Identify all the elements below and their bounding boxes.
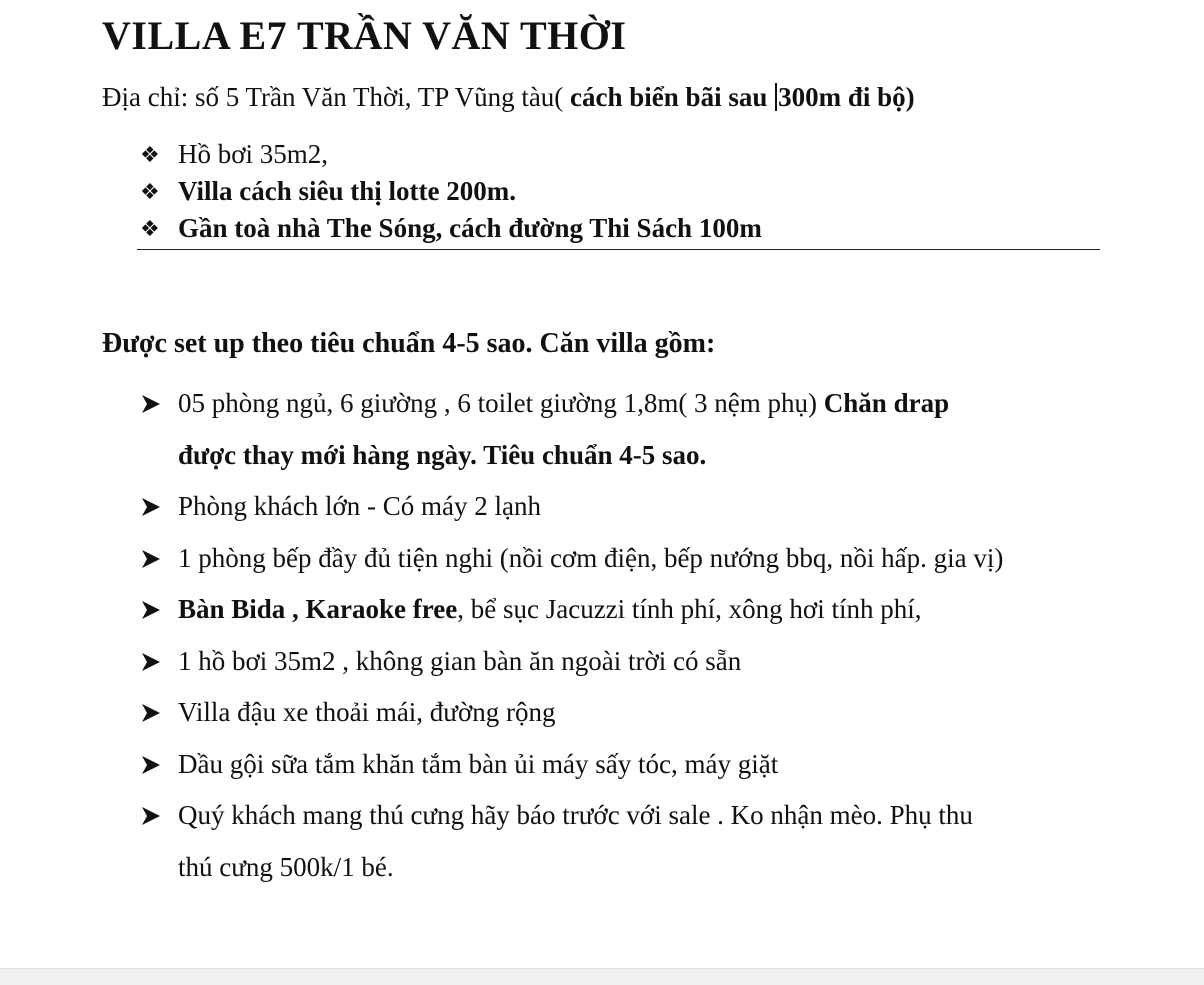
amenity-item-pets bbox=[140, 790, 1140, 893]
arrow-bullet-icon bbox=[140, 533, 170, 569]
amenity-text: Villa đậu xe thoải mái, đường rộng bbox=[178, 697, 556, 727]
amenity-item-parking bbox=[140, 687, 1140, 739]
arrow-bullet-icon bbox=[140, 687, 170, 723]
amenities-list bbox=[140, 378, 1140, 893]
diamond-bullet-icon: ❖ bbox=[140, 215, 160, 241]
highlight-text: Hồ bơi 35m2, bbox=[178, 139, 329, 169]
amenity-text-bold: được thay mới hàng ngày. Tiêu chuẩn 4-5 sao. bbox=[178, 439, 707, 470]
amenity-text: 05 phòng ngủ, 6 giường , 6 toilet giường 1,8m( 3 nệm phụ) bbox=[178, 388, 824, 418]
highlight-item bbox=[140, 173, 762, 210]
amenity-item-living-room bbox=[140, 481, 1140, 533]
amenity-text: Quý khách mang thú cưng hãy báo trước với sale . Ko nhận mèo. Phụ thu bbox=[178, 800, 973, 830]
arrow-bullet-icon bbox=[140, 636, 170, 672]
highlight-item bbox=[140, 210, 762, 247]
amenity-item-entertainment bbox=[140, 584, 1140, 636]
amenity-item-kitchen bbox=[140, 533, 1140, 585]
diamond-bullet-icon: ❖ bbox=[140, 141, 160, 167]
arrow-bullet-icon bbox=[140, 481, 170, 517]
amenity-text: 1 hồ bơi 35m2 , không gian bàn ăn ngoài trời có sẵn bbox=[178, 645, 742, 676]
address-prefix: Địa chỉ: số 5 Trần Văn Thời, TP Vũng tàu( bbox=[102, 82, 564, 112]
arrow-bullet-icon bbox=[140, 584, 170, 620]
diamond-bullet-icon: ❖ bbox=[140, 178, 160, 204]
arrow-bullet-icon bbox=[140, 378, 170, 414]
amenity-text-bold: Bàn Bida , Karaoke free bbox=[178, 594, 458, 624]
address-distance-part-1: cách biển bãi sau bbox=[563, 82, 775, 112]
highlight-text: Gần toà nhà The Sóng, cách đường Thi Sách 100m bbox=[178, 213, 762, 243]
highlight-item bbox=[140, 136, 762, 173]
arrow-bullet-icon bbox=[140, 790, 170, 826]
document-title: VILLA E7 TRẦN VĂN THỜI bbox=[102, 13, 627, 58]
horizontal-rule bbox=[137, 249, 1100, 250]
amenity-text: 1 phòng bếp đầy đủ tiện nghi (nồi cơm điện, bếp nướng bbq, nồi hấp. gia vị) bbox=[178, 542, 1004, 573]
arrow-bullet-icon bbox=[140, 739, 170, 775]
amenity-text-bold: Chăn drap bbox=[823, 388, 950, 418]
highlights-list bbox=[140, 136, 762, 247]
amenity-text: Dầu gội sữa tắm khăn tắm bàn ủi máy sấy tóc, máy giặt bbox=[178, 748, 779, 779]
amenity-item-pool bbox=[140, 636, 1140, 688]
amenity-text: Phòng khách lớn - Có máy 2 lạnh bbox=[178, 491, 541, 521]
window-bottom-edge bbox=[0, 968, 1204, 985]
amenity-text: , bể sục Jacuzzi tính phí, xông hơi tính phí, bbox=[457, 594, 922, 624]
address-line bbox=[102, 82, 915, 113]
amenity-text: thú cưng 500k/1 bé. bbox=[178, 851, 394, 882]
text-cursor bbox=[775, 83, 777, 111]
amenity-item-bedrooms bbox=[140, 378, 1140, 481]
amenities-heading: Được set up theo tiêu chuẩn 4-5 sao. Căn villa gồm: bbox=[102, 328, 716, 359]
highlight-text: Villa cách siêu thị lotte 200m. bbox=[178, 176, 516, 206]
address-distance-part-2: 300m đi bộ) bbox=[778, 82, 915, 112]
amenity-item-toiletries bbox=[140, 739, 1140, 791]
